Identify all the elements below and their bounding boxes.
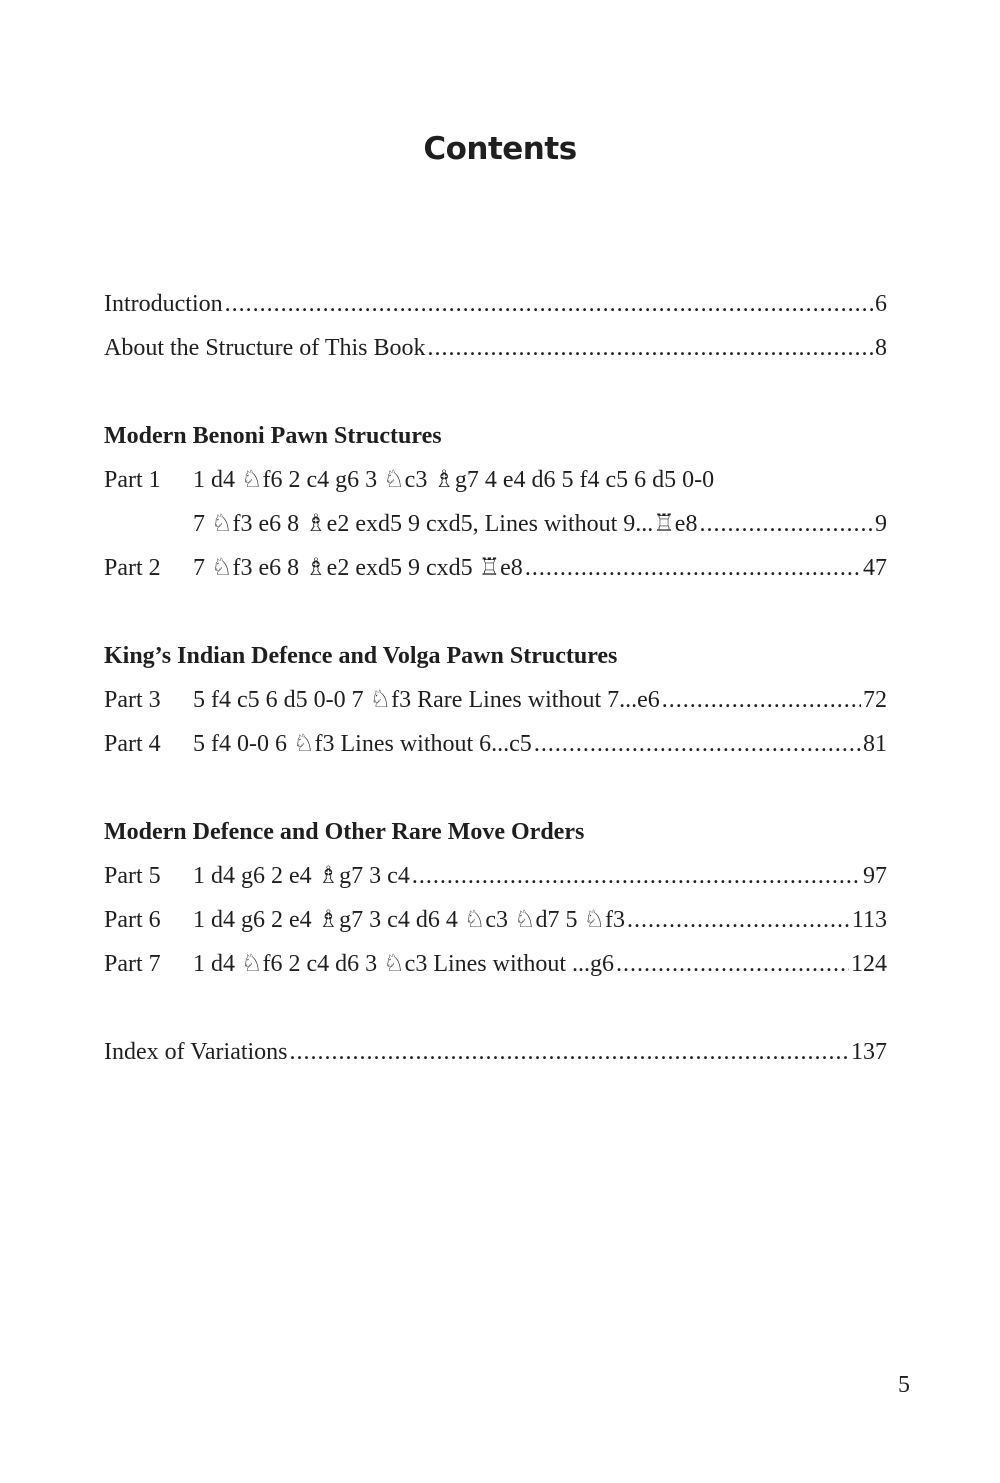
toc-entry-page: 8 (875, 335, 887, 361)
dot-leader (290, 1030, 849, 1074)
toc-entry-text: 7 ♘f3 e6 8 ♗e2 exd5 9 cxd5 ♖e8 (193, 555, 523, 581)
toc-entry-index-of-variations (104, 1030, 887, 1074)
dot-leader (699, 502, 873, 546)
part-label: Part 5 (104, 863, 161, 889)
section-heading-modern-defence: Modern Defence and Other Rare Move Orders (104, 819, 585, 845)
spacer (104, 370, 887, 414)
toc-entry-text: Introduction (104, 291, 223, 317)
dot-leader (412, 854, 861, 898)
dot-leader (616, 942, 849, 986)
dot-leader (662, 678, 861, 722)
dot-leader (627, 898, 850, 942)
dot-leader (534, 722, 861, 766)
table-of-contents (104, 282, 887, 1074)
toc-entry-page: 9 (875, 511, 887, 537)
spacer (104, 590, 887, 634)
toc-entry-part-7 (104, 942, 887, 986)
part-label: Part 4 (104, 731, 161, 757)
page-title: Contents (423, 131, 577, 167)
toc-entry-page: 113 (851, 907, 887, 933)
toc-entry-page: 47 (863, 555, 887, 581)
toc-entry-text: 1 d4 ♘f6 2 c4 g6 3 ♘c3 ♗g7 4 e4 d6 5 f4 c5 6 d5 0-0 (193, 467, 715, 493)
toc-entry-part-3 (104, 678, 887, 722)
toc-entry-text: 1 d4 ♘f6 2 c4 d6 3 ♘c3 Lines without ...g6 (193, 951, 614, 977)
dot-leader (428, 326, 873, 370)
toc-entry-part-1 (104, 458, 887, 502)
part-label: Part 6 (104, 907, 161, 933)
spacer (104, 986, 887, 1030)
toc-entry-text: 5 f4 0-0 6 ♘f3 Lines without 6...c5 (193, 731, 532, 757)
toc-entry-text: Index of Variations (104, 1039, 288, 1065)
page-number: 5 (898, 1372, 910, 1398)
toc-entry-about-structure (104, 326, 887, 370)
toc-entry-part-4 (104, 722, 887, 766)
toc-entry-text: 1 d4 g6 2 e4 ♗g7 3 c4 (193, 863, 410, 889)
spacer (104, 766, 887, 810)
part-label: Part 3 (104, 687, 161, 713)
part-label: Part 1 (104, 467, 161, 493)
toc-entry-page: 97 (863, 863, 887, 889)
toc-entry-page: 6 (875, 291, 887, 317)
toc-entry-text: 7 ♘f3 e6 8 ♗e2 exd5 9 cxd5, Lines without 9...♖e8 (193, 511, 698, 537)
toc-entry-page: 81 (863, 731, 887, 757)
part-label: Part 2 (104, 555, 161, 581)
section-heading-kings-indian: King’s Indian Defence and Volga Pawn Structures (104, 643, 618, 669)
toc-entry-part-2 (104, 546, 887, 590)
toc-entry-introduction (104, 282, 887, 326)
section-heading-modern-benoni: Modern Benoni Pawn Structures (104, 423, 442, 449)
toc-entry-text: 5 f4 c5 6 d5 0-0 7 ♘f3 Rare Lines without 7...e6 (193, 687, 660, 713)
toc-entry-page: 72 (863, 687, 887, 713)
toc-entry-page: 124 (851, 951, 887, 977)
toc-entry-page: 137 (851, 1039, 887, 1065)
toc-entry-part-5 (104, 854, 887, 898)
toc-entry-part-1-continued (104, 502, 887, 546)
toc-entry-part-6 (104, 898, 887, 942)
part-label: Part 7 (104, 951, 161, 977)
toc-entry-text: 1 d4 g6 2 e4 ♗g7 3 c4 d6 4 ♘c3 ♘d7 5 ♘f3 (193, 907, 626, 933)
toc-entry-text: About the Structure of This Book (104, 335, 426, 361)
dot-leader (225, 282, 873, 326)
dot-leader (525, 546, 861, 590)
